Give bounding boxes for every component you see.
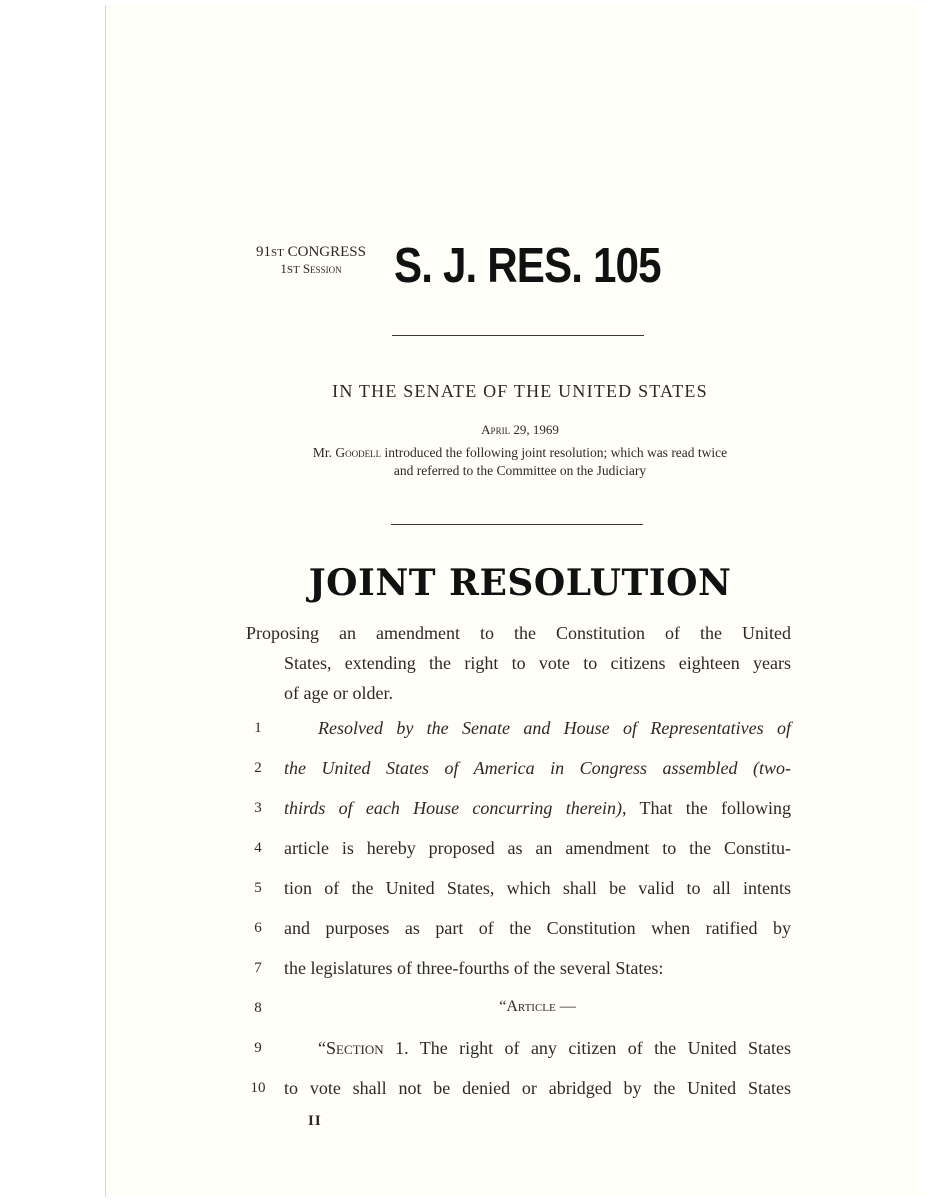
introduction-line-1 [240,444,800,462]
line-number: 8 [254,1000,262,1016]
purpose-statement [246,618,791,708]
section-1-text: 1. The right of any citizen of the United States [383,1038,791,1058]
session-line [246,261,376,278]
date-month: April [481,422,511,437]
line-number: 1 [254,720,262,736]
sponsor-name: Goodell [335,445,382,460]
line-number: 2 [254,760,262,776]
section-label: “Section [318,1038,384,1058]
line-number: 7 [254,960,262,976]
purpose-line-2: States, extending the right to vote to citizens eighteen years [284,653,791,673]
resolution-line-10: to vote shall not be denied or abridged by the United States [284,1078,791,1098]
congress-line [246,244,376,261]
document-title: JOINT RESOLUTION [308,562,732,604]
resolution-line-6: and purposes as part of the Constitution when ratified by [284,918,791,938]
resolution-line-3-italic: thirds of each House concurring therein), [284,798,627,818]
line-number: 5 [254,880,262,896]
page-footer-mark: II [308,1113,322,1129]
congress-session-label [246,244,376,278]
line-number: 9 [254,1040,262,1056]
line-number: 3 [254,800,262,816]
purpose-line-3: of age or older. [284,683,393,703]
introduction-date [240,422,800,438]
resolution-line-9 [318,1038,791,1059]
line-number: 4 [254,840,262,856]
resolution-line-7: the legislatures of three-fourths of the several States: [284,958,664,978]
resolution-line-3 [284,798,791,819]
resolution-line-3-roman: That the following [626,798,791,818]
session-ordinal: ST [286,264,300,276]
purpose-line-1: Proposing an amendment to the Constitution of the United [246,623,791,643]
article-heading: “Article — [499,998,576,1015]
session-label: Session [302,261,342,276]
bill-number: S. J. RES. 105 [394,239,661,293]
resolution-line-1: Resolved by the Senate and House of Representatives of [318,718,791,738]
date-day-year: 29, 1969 [513,422,559,437]
introduction-line-2: and referred to the Committee on the Judiciary [393,463,647,478]
line-number: 10 [250,1080,266,1096]
sponsor-prefix: Mr. [312,445,332,460]
resolution-line-4: article is hereby proposed as an amendment to the Constitu- [284,838,791,858]
introduction-line-1-rest: introduced the following joint resolution; which was read twice [384,445,728,460]
session-number: 1 [280,261,287,276]
divider-rule [392,335,644,336]
congress-ordinal: ST [271,247,284,259]
congress-label: CONGRESS [287,244,366,260]
divider-rule [391,524,643,525]
introduction-text [240,444,800,480]
chamber-heading: IN THE SENATE OF THE UNITED STATES [332,381,708,401]
congress-number: 91 [256,244,272,260]
resolution-line-5: tion of the United States, which shall be valid to all intents [284,878,791,898]
line-number: 6 [254,920,262,936]
resolution-line-2: the United States of America in Congress assembled (two- [284,758,791,778]
